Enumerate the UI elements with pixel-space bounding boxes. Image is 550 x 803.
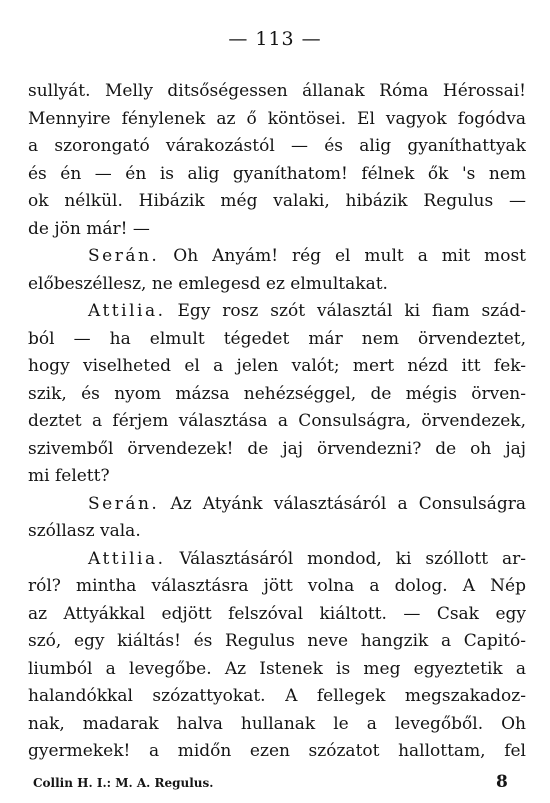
text-line: szivemből örvendezek! de jaj örvendezni? de oh jaj	[28, 438, 526, 459]
speech-text: Oh Anyám! rég el mult a mit most	[173, 246, 526, 266]
speech-line-seran	[28, 491, 526, 519]
text-line: ról? mintha választásra jött volna a dolog. A Nép	[28, 576, 526, 596]
text-line: de jön már! —	[28, 218, 150, 239]
text-line: szóllasz vala.	[28, 521, 141, 541]
text-line: liumból a levegőbe. Az Istenek is meg egyeztetik a	[28, 658, 526, 679]
page-number-header: — 113 —	[228, 28, 322, 50]
text-line: gyermekek! a midőn ezen szózatot hallottam, fel	[28, 741, 526, 761]
text-line: és én — én is alig gyaníthatom! félnek ők 's nem	[28, 163, 526, 184]
text-line: ok nélkül. Hibázik még valaki, hibázik Regulus —	[28, 191, 526, 211]
text-line: a szorongató várakozástól — és alig gyaníthattyak	[28, 136, 526, 156]
text-line: hogy viselheted el a jelen valót; mert nézd itt fek-	[28, 356, 526, 376]
speaker-attilia: Attilia.	[88, 301, 166, 321]
text-line: szik, és nyom mázsa nehézséggel, de mégis örven-	[28, 383, 526, 404]
text-line: előbeszéllesz, ne emlegesd ez elmultakat.	[28, 273, 388, 294]
speech-line-attilia	[28, 546, 526, 574]
speaker-seran: Serán.	[88, 246, 160, 266]
text-line: az Attyákkal edjött felszóval kiáltott. — Csak egy	[28, 603, 526, 624]
text-line: halandókkal szózattyokat. A fellegek megszakadoz-	[28, 686, 526, 706]
text-line: szó, egy kiáltás! és Regulus neve hangzik a Capitó-	[28, 631, 526, 651]
text-line: sullyát. Melly ditsőségessen állanak Róma Hérossai!	[28, 81, 526, 101]
text-line: mi felett?	[28, 466, 110, 486]
speech-line-seran	[28, 243, 526, 271]
speech-text: Az Atyánk választásáról a Consulságra	[170, 493, 526, 514]
text-line: ból — ha elmult tégedet már nem örvendeztet,	[28, 328, 526, 349]
speech-text: Választásáról mondod, ki szóllott ar-	[179, 548, 526, 569]
speech-line-attilia	[28, 298, 526, 326]
text-line: Mennyire fénylenek az ő köntösei. El vagyok fogódva	[28, 108, 526, 129]
speaker-attilia: Attilia.	[88, 548, 166, 569]
speaker-seran: Serán.	[88, 493, 160, 514]
printer-footer: Collin H. I.: M. A. Regulus.	[33, 776, 214, 790]
speech-text: Egy rosz szót választál ki fiam szád-	[177, 301, 526, 321]
text-line: deztet a férjem választása a Consulságra, örvendezek,	[28, 411, 526, 431]
signature-mark: 8	[496, 772, 508, 792]
body-text	[28, 78, 526, 766]
text-line: nak, madarak halva hullanak le a levegőből. Oh	[28, 713, 526, 734]
